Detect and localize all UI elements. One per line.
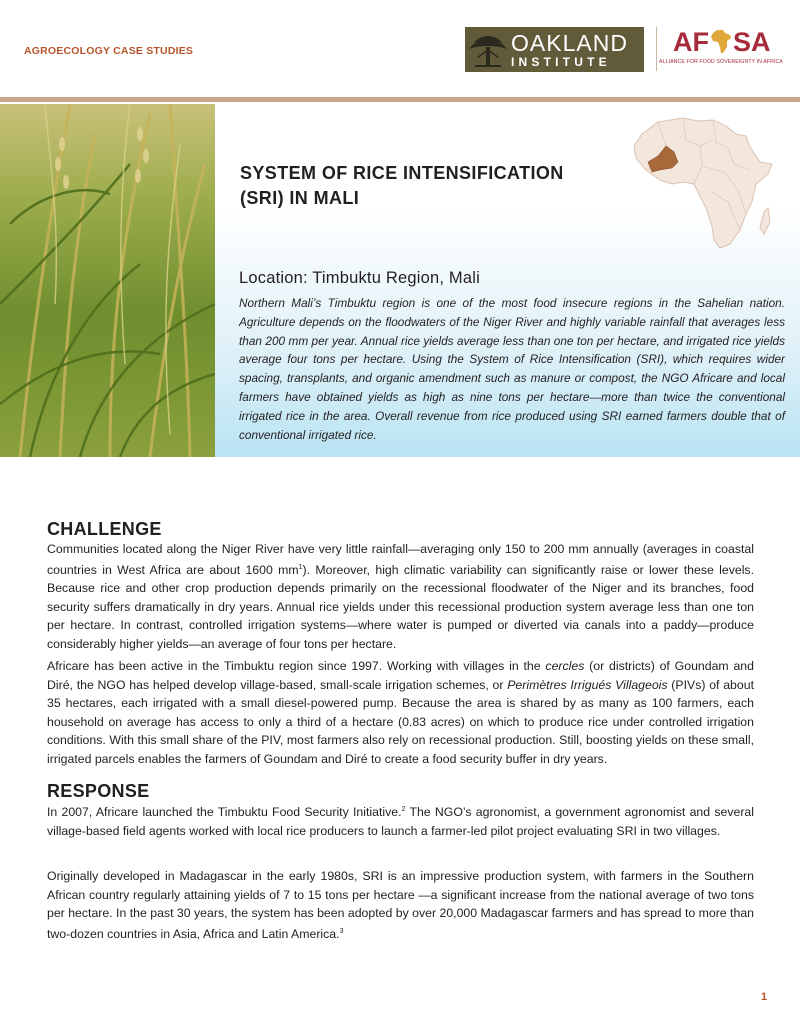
challenge-paragraph-1: Communities located along the Niger River have very little rainfall—averaging only 150 to 200 mm annually (averages in coastal countries in West Africa are about 1600 $mm^1$). Moreover, high climatic variability can significantly raise or lower these levels. Because rice and other crop production depends primarily on the recessional floodwater of the Niger and its branches, food security suffers dramatically in dry years. Annual rice yields under this recessional production system average less than one ton per hectare. In contrast, controlled irrigation systems—where water is pumped or diverted via canals into a paddy—produce considerably higher yields—an average of four tons per hectare. [47,542,755,652]
location-heading: Location: Timbuktu Region, Mali [239,269,480,287]
footnote-ref-3[interactable]: 3 [339,927,344,935]
challenge-paragraph-2: Africare has been active in the Timbuktu region since 1997. Working with villages in the cercles (or districts) of Goundam and Diré, the NGO has helped develop village-based, small-scale irrigation schemes, or Perimètres Irrigués Villageois (PIVs) of about 35 hectares, each irrigated with a small diesel-powered pump. Because the area is shared by as many as 100 farmers, each household on average has access to only a third of a hectare (0.83 acres) on which to produce rice under controlled irrigation conditions. With this small share of the PIV, most farmers also rely on recessional production. Still, boosting yields on these small, irrigated parcels enables the farmers of Goundam and Diré to create a food security buffer in dry years. [47,659,754,766]
afsa-logo[interactable] [656,27,786,71]
tree-icon [465,27,511,72]
oakland-institute-logo[interactable] [465,27,644,72]
rice-plants-photo [0,104,215,457]
title-line-2: (SRI) IN MALI [240,188,360,208]
afsa-subtitle: ALLIANCE FOR FOOD SOVEREIGNTY IN AFRICA [659,59,783,65]
title-line-1: SYSTEM OF RICE INTENSIFICATION [240,163,564,183]
intro-summary: Northern Mali’s Timbuktu region is one of the most food insecure regions in the Sahelian nation. Agriculture depends on the floodwaters of the Niger River and highly variable rainfall that averages less than 200 mm per year. Annual rice yields average less than one ton per hectare, and irrigated rice yields average four tons per hectare. Using the System of Rice Intensification (SRI), which requires wider spacing, transplants, and organic amendment such as manure or compost, the NGO Africare and local farmers have obtained yields as high as nine tons per hectare—more than twice the conventional irrigated rice in the area. Overall revenue from rice produced using SRI earned farmers double that of conventional irrigated rice. [239,296,785,442]
africa-icon [710,29,732,55]
institute-wordmark: INSTITUTE [511,54,611,69]
page-title [240,161,564,211]
afsa-wordmark-left: AF [673,27,709,57]
header-divider [0,97,800,102]
challenge-heading: CHALLENGE [47,519,162,539]
oakland-wordmark: OAKLAND [511,29,628,56]
afsa-wordmark-right: SA [733,27,771,57]
footnote-ref-1[interactable]: 1 [298,563,303,571]
response-paragraph-2: Originally developed in Madagascar in the early 1980s, SRI is an impressive production system, with farmers in the Southern African country regularly attaining yields of 7 to 15 tons per hectare —a significant increase from the national average of two tons per hectare. In the past 30 years, the system has been adopted by over 20,000 Madagascar farmers and has spread to more than two-dozen countries in Asia, Africa and Latin America.$^3$ [47,869,754,941]
response-heading: RESPONSE [47,781,150,801]
series-label: AGROECOLOGY CASE STUDIES [24,45,194,57]
africa-map-mali-highlight [628,112,778,262]
response-paragraph-1: In 2007, Africare launched the Timbuktu Food Security Initiative.$^2$ The NGO’s agronomist, a government agronomist and several village-based field agents worked with local rice producers to launch a farmer-led pilot project evaluating SRI in two villages. [47,805,754,838]
footnote-ref-2[interactable]: 2 [401,806,406,813]
page-number: 1 [761,991,768,1003]
